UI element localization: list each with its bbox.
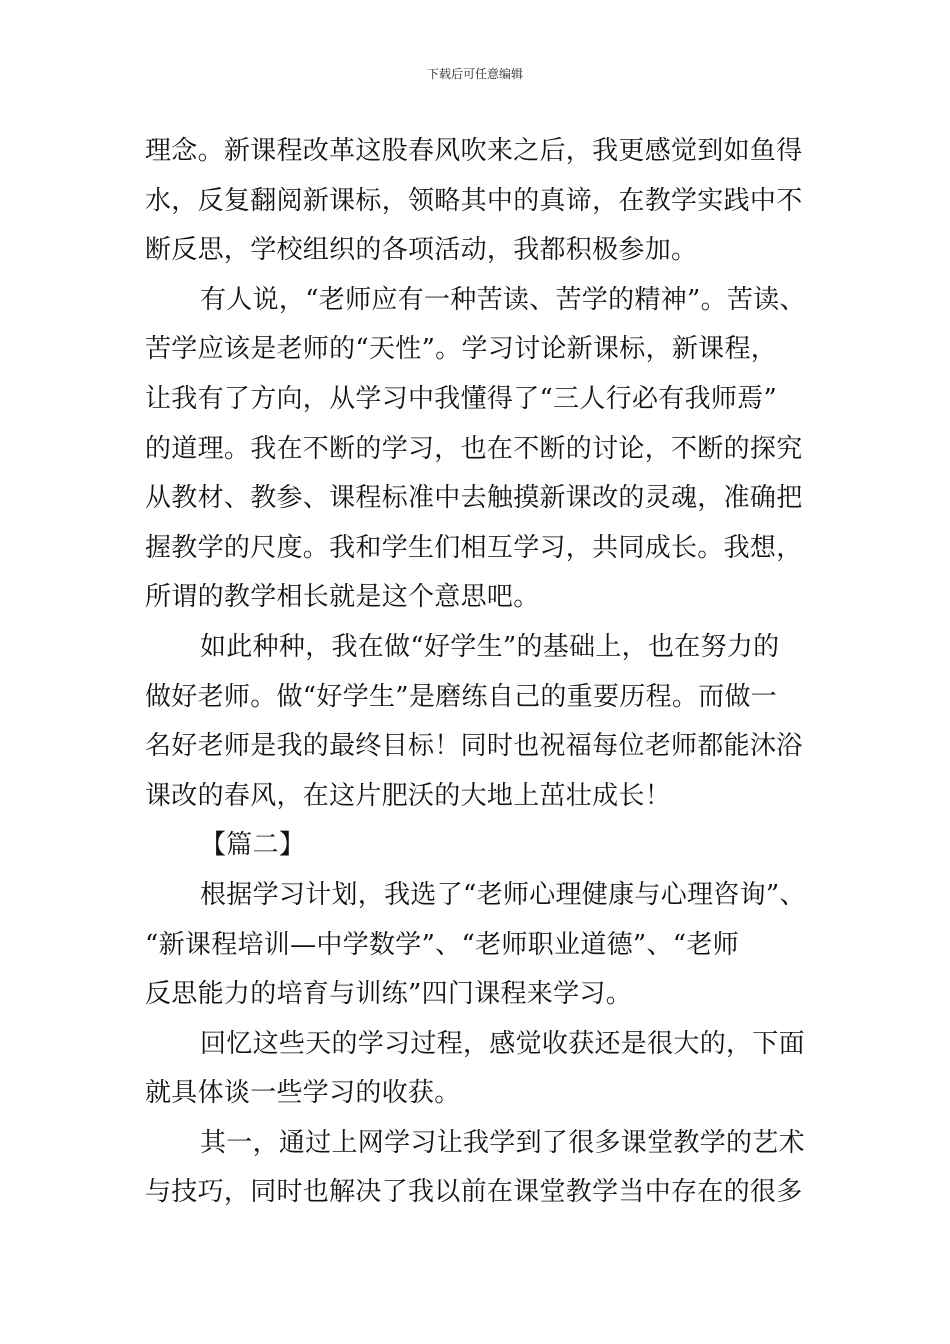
text-line: 断反思，学校组织的各项活动，我都积极参加。: [145, 235, 698, 266]
text-line: 水，反复翻阅新课标，领略其中的真谛，在教学实践中不: [145, 185, 803, 216]
text-line: 所谓的教学相长就是这个意思吧。: [145, 582, 540, 613]
text-line: 让我有了方向，从学习中我懂得了“三人行必有我师焉”: [145, 383, 778, 414]
section-heading: 【篇二】: [200, 830, 306, 861]
text-line: 课改的春风，在这片肥沃的大地上茁壮成长！: [145, 780, 672, 811]
text-line: 握教学的尺度。我和学生们相互学习，共同成长。我想，: [145, 532, 803, 563]
document-body: [145, 127, 845, 1218]
paragraph-first-line: 如此种种，我在做“好学生”的基础上，也在努力的: [200, 631, 780, 662]
page-header: 下载后可任意编辑: [426, 67, 523, 81]
text-line: 反思能力的培育与训练”四门课程来学习。: [145, 979, 632, 1010]
text-line: 做好老师。做“好学生”是磨练自己的重要历程。而做一: [145, 681, 778, 712]
paragraph-first-line: 有人说，“老师应有一种苦读、苦学的精神”。苦读、: [200, 284, 806, 315]
paragraph-first-line: 回忆这些天的学习过程，感觉收获还是很大的，下面: [200, 1028, 805, 1059]
text-line: 名好老师是我的最终目标！同时也祝福每位老师都能沐浴: [145, 731, 803, 762]
paragraph-first-line: 其一，通过上网学习让我学到了很多课堂教学的艺术: [200, 1127, 805, 1158]
text-line: 的道理。我在不断的学习，也在不断的讨论，不断的探究: [145, 433, 803, 464]
text-line: “新课程培训—中学数学”、“老师职业道德”、“老师: [145, 929, 739, 960]
paragraph-first-line: 根据学习计划，我选了“老师心理健康与心理咨询”、: [200, 879, 806, 910]
text-line: 从教材、教参、课程标准中去触摸新课改的灵魂，准确把: [145, 483, 803, 514]
text-line: 苦学应该是老师的“天性”。学习讨论新课标，新课程，: [145, 334, 778, 365]
text-line: 与技巧，同时也解决了我以前在课堂教学当中存在的很多: [145, 1177, 803, 1208]
text-line: 理念。新课程改革这股春风吹来之后，我更感觉到如鱼得: [145, 136, 803, 166]
text-line: 就具体谈一些学习的收获。: [145, 1078, 461, 1109]
